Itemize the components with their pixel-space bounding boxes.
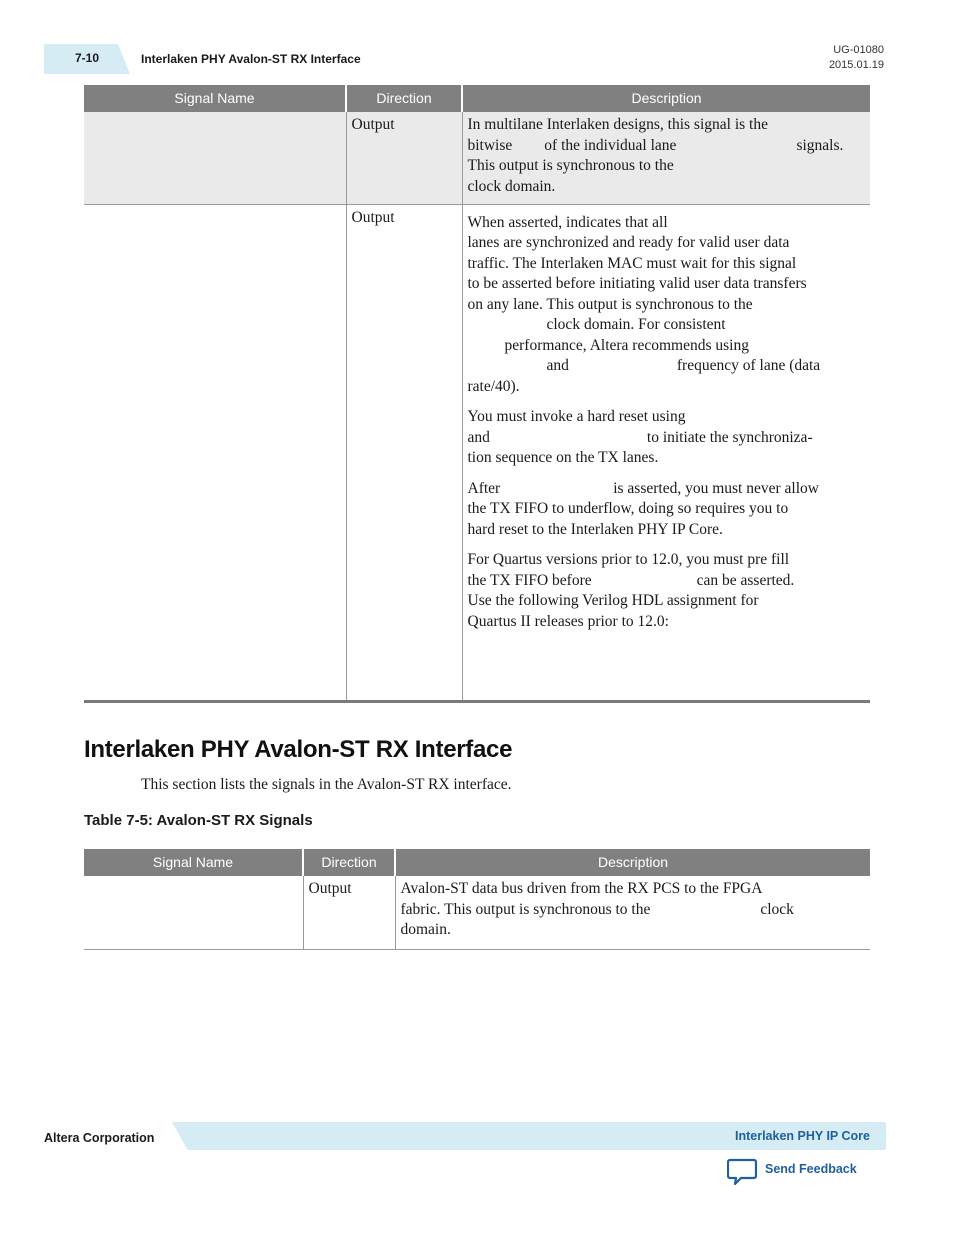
section-intro: This section lists the signals in the Avalon-ST RX interface.	[141, 776, 512, 793]
avalon-st-rx-signals-table	[84, 849, 870, 950]
description-cell	[462, 112, 870, 204]
col-direction: Direction	[346, 85, 462, 112]
direction-cell: Output	[346, 204, 462, 701]
footer-product-link[interactable]: Interlaken PHY IP Core	[734, 1129, 870, 1143]
description-paragraph: When asserted, indicates that all lanes are synchronized and ready for valid user data traffic. The Interlaken MAC must wait for this signal to be asserted before initiating valid user data transfers on any lane. This output is synchronous to the clock domain. For consistent performance, Altera recommends using and frequency of lane (data rate/40).	[467, 213, 821, 395]
description-paragraph: After is asserted, you must never allow the TX FIFO to underflow, doing so requires you to hard reset to the Interlaken PHY IP Core.	[467, 479, 819, 538]
table-header-row	[84, 849, 870, 876]
description-cell	[395, 876, 870, 949]
doc-date: 2015.01.19	[828, 59, 884, 71]
table-row	[84, 204, 870, 701]
running-header-title: Interlaken PHY Avalon-ST RX Interface	[141, 52, 361, 66]
description-paragraph: You must invoke a hard reset using and to initiate the synchroniza- tion sequence on the TX lanes.	[467, 408, 813, 466]
signals-table-continued	[84, 85, 870, 703]
col-direction: Direction	[303, 849, 395, 876]
signal-name-cell	[84, 112, 346, 204]
signal-name-cell	[84, 204, 346, 701]
col-description: Description	[395, 849, 870, 876]
table-row	[84, 112, 870, 204]
table-caption: Table 7-5: Avalon-ST RX Signals	[84, 812, 313, 829]
col-description: Description	[462, 85, 870, 112]
feedback-speech-bubble-icon[interactable]	[727, 1158, 757, 1186]
col-signal-name: Signal Name	[84, 849, 303, 876]
table-row	[84, 876, 870, 949]
description-cell	[462, 204, 870, 701]
document-id	[829, 43, 884, 73]
send-feedback-link[interactable]: Send Feedback	[765, 1162, 857, 1176]
col-signal-name: Signal Name	[84, 85, 346, 112]
description-paragraph: Avalon-ST data bus driven from the RX PCS to the FPGA fabric. This output is synchronous to the clock domain.	[400, 880, 794, 938]
footer-company: Altera Corporation	[44, 1131, 155, 1145]
section-heading: Interlaken PHY Avalon-ST RX Interface	[84, 736, 513, 763]
direction-cell: Output	[346, 112, 462, 204]
page-number: 7-10	[75, 51, 100, 65]
signal-name-cell	[84, 876, 303, 949]
doc-number: UG-01080	[833, 44, 884, 56]
description-paragraph: For Quartus versions prior to 12.0, you must pre fill the TX FIFO before can be asserted. Use the following Verilog HDL assignment for Quartus II releases prior to 12.0:	[467, 551, 795, 630]
description-paragraph: In multilane Interlaken designs, this signal is the bitwise of the individual lane signals. This output is synchronous to the clock domain.	[467, 116, 844, 195]
table-header-row	[84, 85, 870, 112]
direction-cell: Output	[303, 876, 395, 949]
